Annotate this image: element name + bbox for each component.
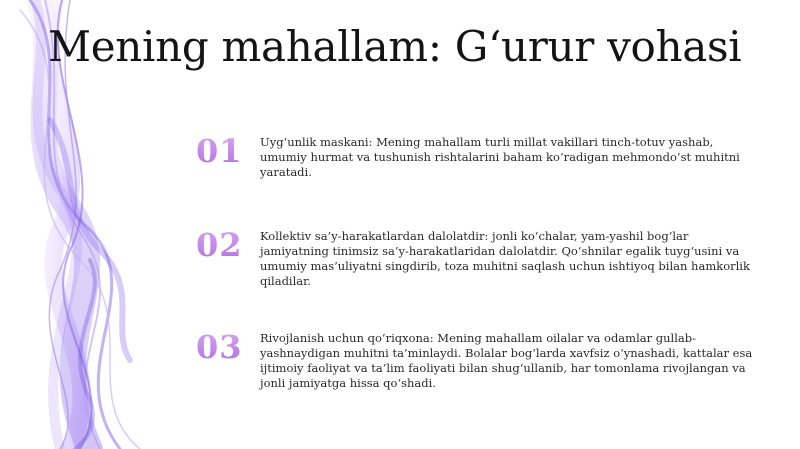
item-number: 03 (196, 328, 256, 366)
item-text: Kollektiv sa’y-harakatlardan dalolatdir: jonli ko‘chalar, yam-yashil bog‘lar jamiyatning tinimsiz sa’y-harakatlaridan dalolatdir. Qo‘shnilar egalik tuyg‘usini va umumiy mas’uliyatni singdirib, toza muhitni saqlash uchun ishtiyoq bilan hamkorlik qiladilar. (260, 229, 750, 288)
item-number: 01 (196, 132, 256, 170)
page-title: Mening mahallam: G‘urur vohasi (48, 22, 742, 71)
item-text: Uyg‘unlik maskani: Mening mahallam turli millat vakillari tinch-totuv yashab, umumiy hurmat va tushunish rishtalarini baham ko‘radigan mehmondo‘st muhitni yaratadi. (260, 135, 740, 179)
item-text: Rivojlanish uchun qo‘riqxona: Mening mahallam oilalar va odamlar gullab-yashnaydigan muhitni ta’minlaydi. Bolalar bog‘larda xavfsiz o‘ynashadi, kattalar esa ijtimoiy faoliyat va ta’lim faoliyati bilan shug‘ullanib, har tomonlama rivojlangan va jonli jamiyatga hissa qo‘shadi. (260, 331, 753, 390)
item-number: 02 (196, 226, 256, 264)
